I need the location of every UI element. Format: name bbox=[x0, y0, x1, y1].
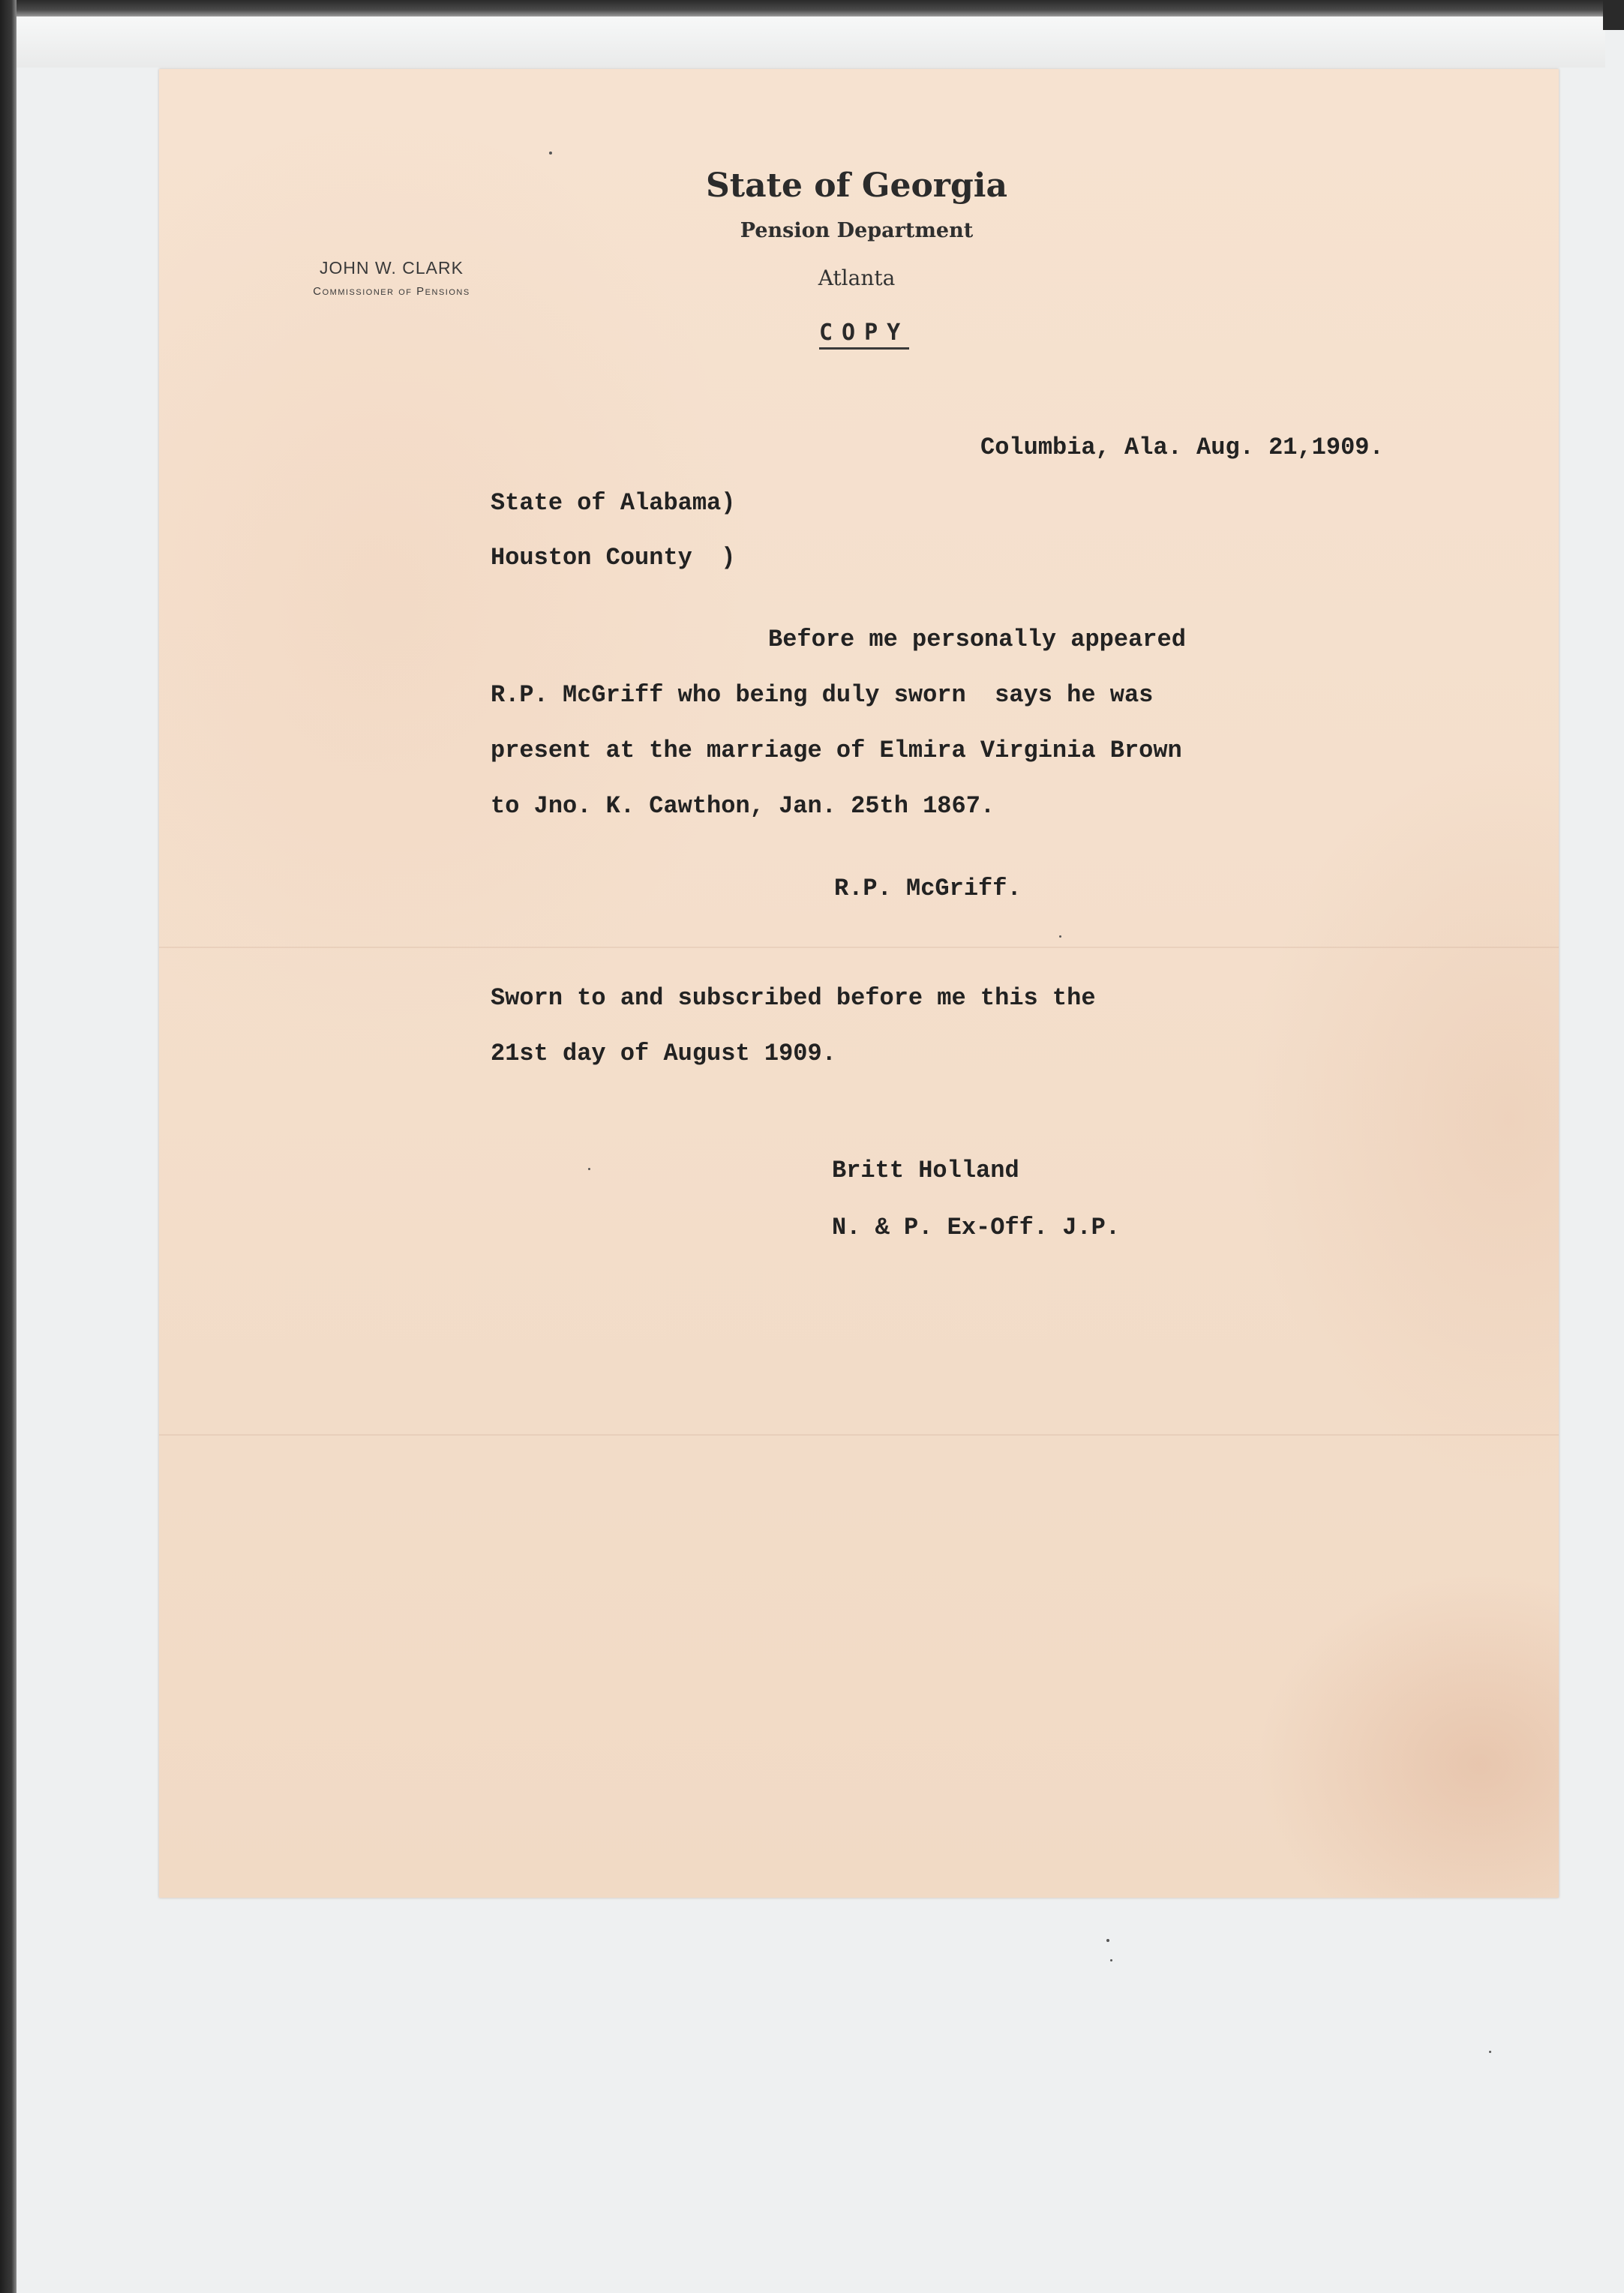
body-line: R.P. McGriff who being duly sworn says he was bbox=[491, 681, 1154, 709]
body-line: to Jno. K. Cawthon, Jan. 25th 1867. bbox=[491, 792, 995, 820]
document-page bbox=[159, 69, 1559, 1898]
scan-top-margin bbox=[15, 17, 1605, 68]
officer-name: Britt Holland bbox=[832, 1157, 1019, 1184]
affiant-signature: R.P. McGriff. bbox=[834, 875, 1022, 902]
jurat-line: Sworn to and subscribed before me this the bbox=[491, 984, 1096, 1012]
body-line: present at the marriage of Elmira Virginia Brown bbox=[491, 737, 1182, 764]
officer-title: N. & P. Ex-Off. J.P. bbox=[832, 1214, 1121, 1241]
scan-speck bbox=[1110, 1959, 1112, 1961]
jurat-line: 21st day of August 1909. bbox=[491, 1040, 836, 1067]
letterhead-city: Atlanta bbox=[818, 266, 896, 290]
letterhead-department: Pension Department bbox=[740, 219, 974, 242]
commissioner-title: Commissioner of Pensions bbox=[313, 285, 470, 298]
dateline: Columbia, Ala. Aug. 21,1909. bbox=[980, 434, 1384, 461]
scan-right-corner bbox=[1603, 0, 1624, 30]
paper-speck bbox=[588, 1168, 590, 1170]
venue-state: State of Alabama) bbox=[491, 489, 736, 517]
scan-speck bbox=[1106, 1939, 1109, 1942]
paper-fold-line bbox=[159, 947, 1559, 948]
body-line: Before me personally appeared bbox=[768, 626, 1186, 653]
commissioner-name: JOHN W. CLARK bbox=[320, 258, 464, 278]
scan-top-edge bbox=[0, 0, 1624, 17]
paper-fold-line bbox=[159, 1434, 1559, 1436]
copy-mark: COPY bbox=[819, 320, 909, 350]
letterhead-state: State of Georgia bbox=[706, 167, 1007, 205]
scan-speck bbox=[1489, 2051, 1491, 2053]
paper-speck bbox=[1059, 935, 1061, 938]
scan-left-edge bbox=[0, 0, 17, 2293]
venue-county: Houston County ) bbox=[491, 544, 736, 572]
paper-speck bbox=[549, 152, 552, 155]
